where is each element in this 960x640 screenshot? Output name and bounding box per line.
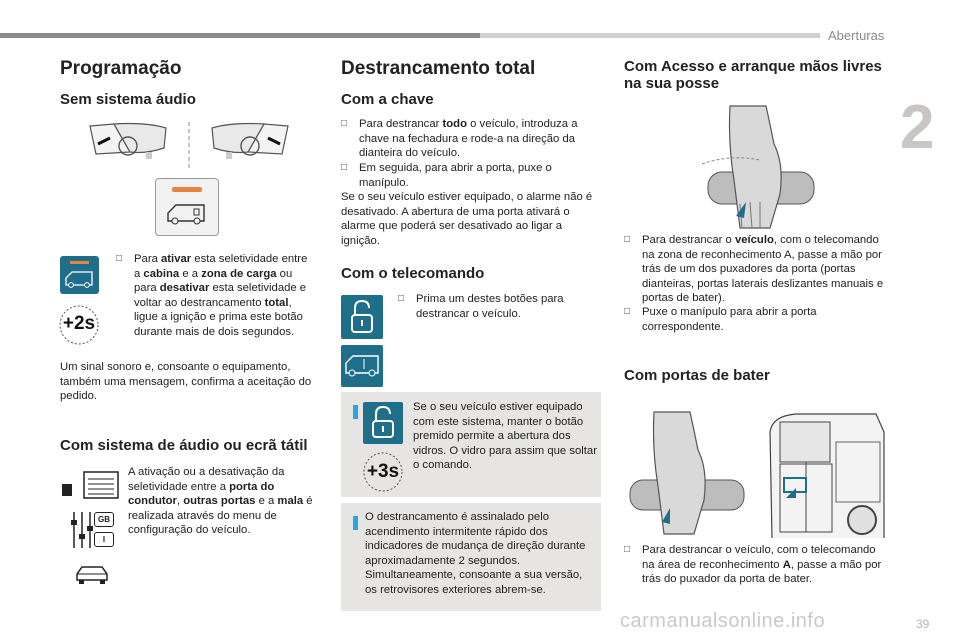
gb-label: GB <box>94 512 114 527</box>
section-title-programacao: Programação <box>60 58 182 79</box>
header-bar-light <box>480 33 820 38</box>
info-box-windows <box>341 392 601 497</box>
chapter-number: 2 <box>900 93 935 162</box>
bullet-key-1: □ Para destrancar todo o veículo, introduza a chave na fechadura e rode-a na direção da dianteira do veículo. <box>341 118 578 160</box>
hand-door-handle-illustration <box>700 104 820 230</box>
bullet-remote: □ Prima um destes botões para destrancar o veículo. <box>398 293 564 320</box>
section-title-hands-free: Com Acesso e arranque mãos livres na sua posse <box>624 58 882 92</box>
header-bar <box>0 33 480 38</box>
timer-2s-icon <box>58 304 100 346</box>
info-icon <box>353 516 358 530</box>
info-text-windows: Se o seu veículo estiver equipado com este sistema, manter o botão premido permite a abertura dos vidros. O vidro para assim que soltar o comando. <box>413 401 597 472</box>
subsection-title-audio: Com sistema de áudio ou ecrã tátil <box>60 437 308 454</box>
unlock-icon <box>341 295 383 339</box>
unlock-icon <box>363 402 403 444</box>
info-text-indicators: O destrancamento é assinalado pelo acendimento intermitente rápido dos indicadores de mudança de direção durante aproximadamente 2 segundos. Simultaneamente, consoante a sua versão, os retrovisores exteriores abrem-se. <box>365 511 586 596</box>
timer-2s-label: +2s <box>62 313 96 334</box>
vehicle-icon <box>74 562 110 588</box>
subsection-title-telecomando: Com o telecomando <box>341 265 485 282</box>
info-box-indicators <box>341 503 601 611</box>
info-icon <box>353 405 358 419</box>
dashboard-button-illustration <box>155 178 219 236</box>
checkbox-bullet-icon: □ <box>624 234 631 245</box>
audio-paragraph: A ativação ou a desativação da seletividade entre a porta do condutor, outras portas e a mala é realizada através do menu de configuração do veículo. <box>128 466 313 537</box>
bullet-hands-free-1: □ Para destrancar o veículo, com o telecomando na zona de reconhecimento A, passe a mão por trás de um dos puxadores da porta (portas dianteiras, portas laterais deslizantes manuais e portas de bater). <box>624 234 884 305</box>
van-icon <box>341 345 383 387</box>
confirmation-paragraph: Um sinal sonoro e, consoante o equipamento, também uma mensagem, confirma a aceitação do pedido. <box>60 361 312 403</box>
selective-unlock-icon <box>60 256 99 294</box>
infotainment-screen-icon <box>60 470 120 500</box>
checkbox-bullet-icon: □ <box>116 253 123 264</box>
bullet-hands-free-2: □ Puxe o manípulo para abrir a porta correspondente. <box>624 306 817 333</box>
checkbox-bullet-icon: □ <box>624 306 631 317</box>
subsection-title-portas-bater: Com portas de bater <box>624 367 770 384</box>
subsection-title-chave: Com a chave <box>341 91 434 108</box>
door-mirror-illustration <box>86 118 292 170</box>
hand-rear-handle-illustration <box>626 410 750 536</box>
watermark: carmanualsonline.info <box>620 610 826 632</box>
bullet-rear-door: □ Para destrancar o veículo, com o telecomando na área de reconhecimento A, passe a mão por trás do puxador da porta de bater. <box>624 544 882 586</box>
bullet-key-2: □ Em seguida, para abrir a porta, puxe o manípulo. <box>341 162 552 189</box>
checkbox-bullet-icon: □ <box>341 118 348 129</box>
section-label: Aberturas <box>828 28 885 43</box>
settings-menu-icon <box>70 510 114 550</box>
i-label: I <box>94 532 114 547</box>
section-title-destrancamento: Destrancamento total <box>341 58 536 79</box>
timer-3s-icon <box>361 450 405 494</box>
checkbox-bullet-icon: □ <box>398 293 405 304</box>
alarm-paragraph: Se o seu veículo estiver equipado, o alarme não é desativado. A abertura de uma porta ativará o alarme que poderá ser desativado ao ligar a ignição. <box>341 191 593 247</box>
page-number: 39 <box>916 617 930 631</box>
van-rear-illustration <box>766 412 886 540</box>
checkbox-bullet-icon: □ <box>624 544 631 555</box>
timer-3s-label: +3s <box>366 461 400 482</box>
bullet-activate: □ Para ativar esta seletividade entre a cabina e a zona de carga ou para desativar esta seletividade e voltar ao destrancamento total, ligue a ignição e prima este botão durante mais de dois segundos. <box>116 253 308 338</box>
checkbox-bullet-icon: □ <box>341 162 348 173</box>
subsection-title-sem-audio: Sem sistema áudio <box>60 91 196 108</box>
